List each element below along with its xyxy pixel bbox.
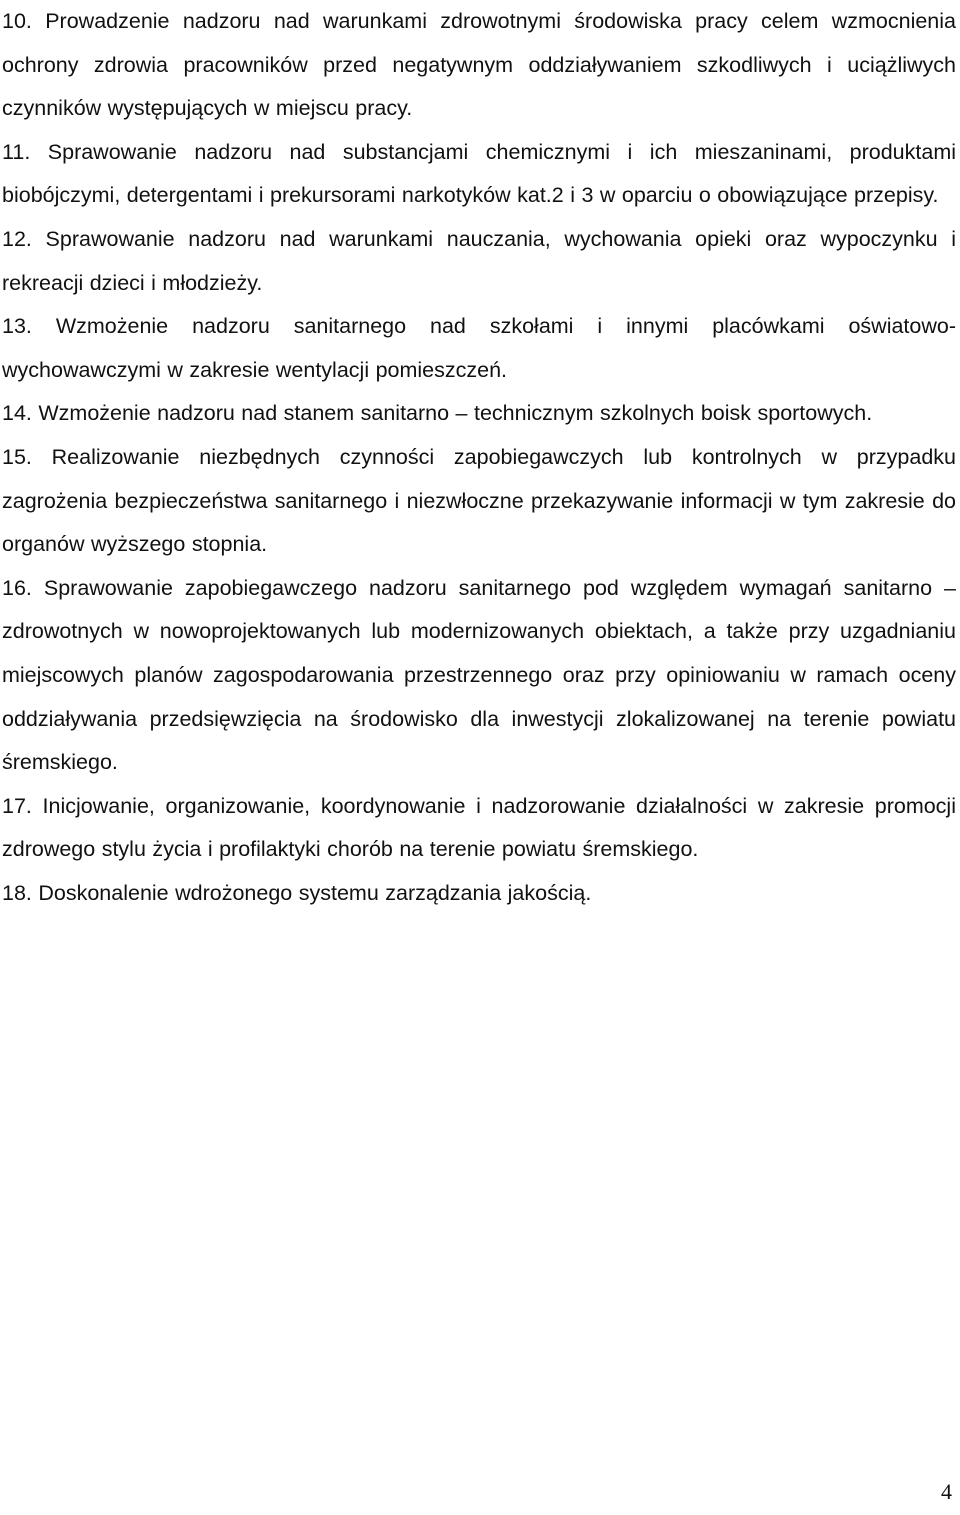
list-item-12: 12. Sprawowanie nadzoru nad warunkami nauczania, wychowania opieki oraz wypoczynku i rekreacji dzieci i młodzieży. — [2, 226, 956, 295]
list-item-13: 13. Wzmożenie nadzoru sanitarnego nad szkołami i innymi placówkami oświatowo-wychowawczymi w zakresie wentylacji pomieszczeń. — [2, 314, 956, 382]
list-item-18: 18. Doskonalenie wdrożonego systemu zarządzania jakością. — [2, 880, 592, 905]
document-body — [2, 0, 956, 915]
list-item-16: 16. Sprawowanie zapobiegawczego nadzoru sanitarnego pod względem wymagań sanitarno – zdrowotnych w nowoprojektowanych lub modernizowanych obiektach, a także przy uzgadnianiu miejscowych planów zagospodarowania przestrzennego oraz przy opiniowaniu w ramach oceny oddziaływania przedsięwzięcia na środowisko dla inwestycji zlokalizowanej na terenie powiatu śremskiego. — [2, 575, 956, 775]
list-item-15: 15. Realizowanie niezbędnych czynności zapobiegawczych lub kontrolnych w przypadku zagrożenia bezpieczeństwa sanitarnego i niezwłoczne przekazywanie informacji w tym zakresie do organów wyższego stopnia. — [2, 444, 956, 557]
list-item-17: 17. Inicjowanie, organizowanie, koordynowanie i nadzorowanie działalności w zakresie promocji zdrowego stylu życia i profilaktyki chorób na terenie powiatu śremskiego. — [2, 793, 956, 862]
list-item-11: 11. Sprawowanie nadzoru nad substancjami chemicznymi i ich mieszaninami, produktami biobójczymi, detergentami i prekursorami narkotyków kat.2 i 3 w oparciu o obowiązujące przepisy. — [2, 139, 956, 208]
list-item-14: 14. Wzmożenie nadzoru nad stanem sanitarno – technicznym szkolnych boisk sportowych. — [2, 401, 873, 426]
page-number: 4 — [941, 1479, 952, 1504]
list-item-10: 10. Prowadzenie nadzoru nad warunkami zdrowotnymi środowiska pracy celem wzmocnienia ochrony zdrowia pracowników przed negatywnym oddziaływaniem szkodliwych i uciążliwych czynników występujących w miejscu pracy. — [2, 9, 956, 121]
